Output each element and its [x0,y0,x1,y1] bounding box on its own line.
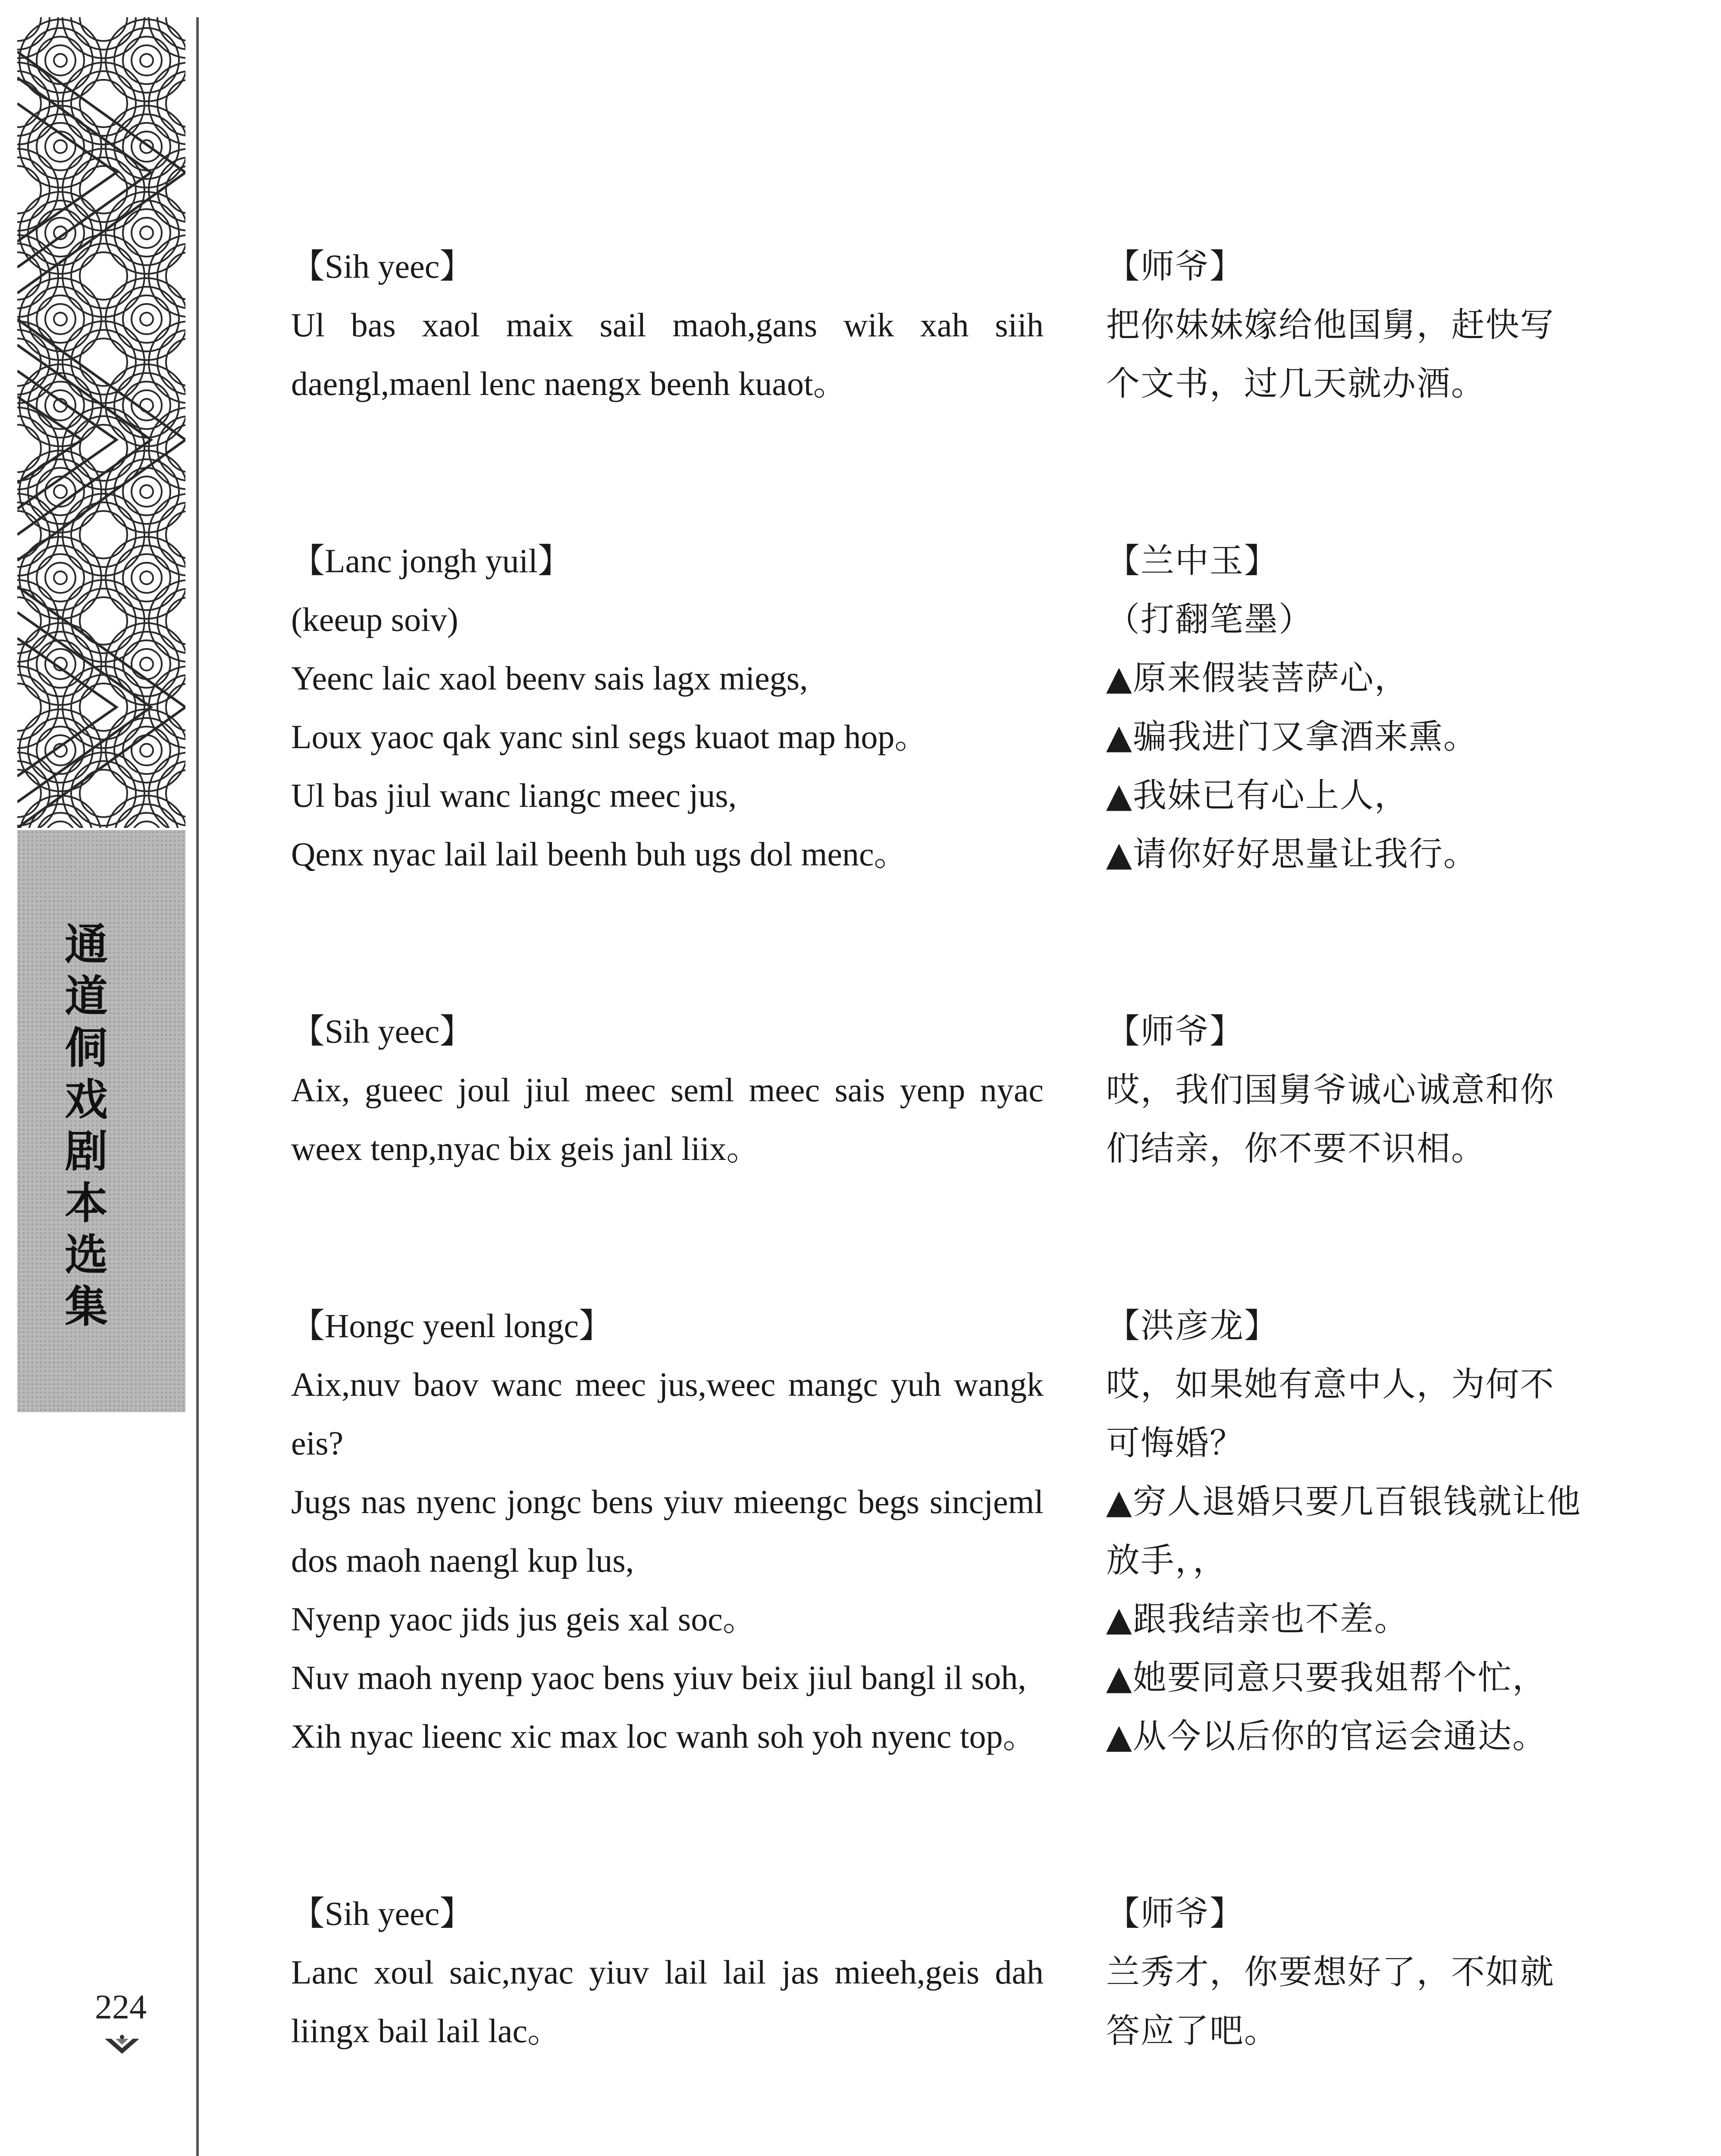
dong-column [291,1884,1044,2060]
chinese-speaker: 【兰中玉】 [1106,542,1279,580]
chinese-column [1106,1884,1585,2060]
book-title-char: 集 [65,1281,108,1332]
chinese-column [1106,237,1585,413]
book-title-char: 戏 [65,1074,108,1125]
chinese-speaker: 【师爷】 [1106,1012,1245,1051]
script-content [291,237,1585,2156]
dong-line: Nuv maoh nyenp yaoc bens yiuv beix jiul bangl il soh, [291,1659,1026,1696]
dong-line: Loux yaoc qak yanc sinl segs kuaot map hop。 [291,718,928,755]
chinese-line: （打翻笔墨） [1106,600,1313,639]
book-title-char: 侗 [65,1022,108,1073]
dialogue-row [291,532,1585,884]
dong-line: Aix, gueec joul jiul meec seml meec sais yenp nyac weex tenp,nyac bix geis janl liix。 [291,1071,1044,1167]
book-title-char: 道 [65,971,108,1022]
chinese-column [1106,1297,1585,1766]
dialogue-block [291,1884,1585,2060]
chinese-line: ▲请你好好思量让我行。 [1106,835,1478,874]
dong-line: Lanc xoul saic,nyac yiuv lail lail jas mieeh,geis dah liingx bail lail lac。 [291,1953,1044,2049]
dialogue-row [291,237,1585,413]
book-title-char: 本 [65,1178,108,1228]
book-title-char: 选 [65,1229,108,1280]
chinese-speaker: 【师爷】 [1106,1894,1245,1933]
chinese-line: 把你妹妹嫁给他国舅，赶快写个文书，过几天就办酒。 [1106,306,1555,403]
chinese-speaker: 【洪彦龙】 [1106,1307,1279,1345]
dong-line: Aix,nuv baov wanc meec jus,weec mangc yuh wangk eis? [291,1366,1044,1462]
dialogue-block [291,1002,1585,1178]
dong-line: Nyenp yaoc jids jus geis xal soc。 [291,1600,756,1638]
dong-line: Yeenc laic xaol beenv sais lagx miegs, [291,659,808,697]
dong-column [291,237,1044,413]
page-ornament-icon [103,2034,141,2056]
dialogue-row [291,1884,1585,2060]
dong-line: Ul bas xaol maix sail maoh,gans wik xah siih daengl,maenl lenc naengx beenh kuaot。 [291,306,1044,402]
book-title [63,918,110,1332]
book-title-char: 剧 [65,1126,108,1177]
margin-rule [196,17,199,2156]
wave-pattern [17,17,185,828]
book-title-char: 通 [65,919,108,970]
chinese-line: 兰秀才，你要想好了，不如就答应了吧。 [1106,1953,1555,2050]
dong-column [291,1297,1044,1766]
dialogue-row [291,1297,1585,1766]
wave-pattern-graphic [17,17,185,828]
chinese-line: ▲我妹已有心上人， [1106,776,1409,815]
chinese-line: ▲穷人退婚只要几百银钱就让他放手，， [1106,1482,1581,1580]
chinese-line: 哎，如果她有意中人，为何不可悔婚？ [1106,1365,1555,1463]
margin-band [0,0,203,2156]
dong-column [291,1002,1044,1178]
chinese-column [1106,1002,1585,1178]
dong-speaker: 【Sih yeec】 [291,1895,473,1932]
dong-line: Jugs nas nyenc jongc bens yiuv mieengc begs sincjeml dos maoh naengl kup lus, [291,1483,1044,1579]
dong-line: (keeup soiv) [291,601,458,638]
dong-line: Xih nyac lieenc xic max loc wanh soh yoh nyenc top。 [291,1717,1037,1755]
page-number: 224 [95,1988,147,2026]
chinese-line: ▲她要同意只要我姐帮个忙， [1106,1658,1547,1697]
chinese-line: ▲从今以后你的官运会通达。 [1106,1717,1547,1756]
dialogue-row [291,1002,1585,1178]
dialogue-block [291,1297,1585,1766]
dialogue-block [291,532,1585,884]
dialogue-block [291,237,1585,413]
dong-line: Qenx nyac lail lail beenh buh ugs dol menc。 [291,835,908,873]
dong-speaker: 【Hongc yeenl longc】 [291,1307,613,1344]
chinese-line: ▲跟我结亲也不差。 [1106,1600,1409,1639]
chinese-line: 哎，我们国舅爷诚心诚意和你们结亲，你不要不识相。 [1106,1071,1555,1168]
chinese-speaker: 【师爷】 [1106,247,1245,286]
dong-speaker: 【Sih yeec】 [291,1012,473,1050]
dong-speaker: 【Lanc jongh yuil】 [291,542,571,580]
dong-line: Ul bas jiul wanc liangc meec jus, [291,777,737,814]
chinese-column [1106,532,1585,884]
chinese-line: ▲原来假装菩萨心， [1106,659,1409,698]
dong-column [291,532,1044,884]
dong-speaker: 【Sih yeec】 [291,248,473,285]
chinese-line: ▲骗我进门又拿酒来熏。 [1106,718,1478,756]
